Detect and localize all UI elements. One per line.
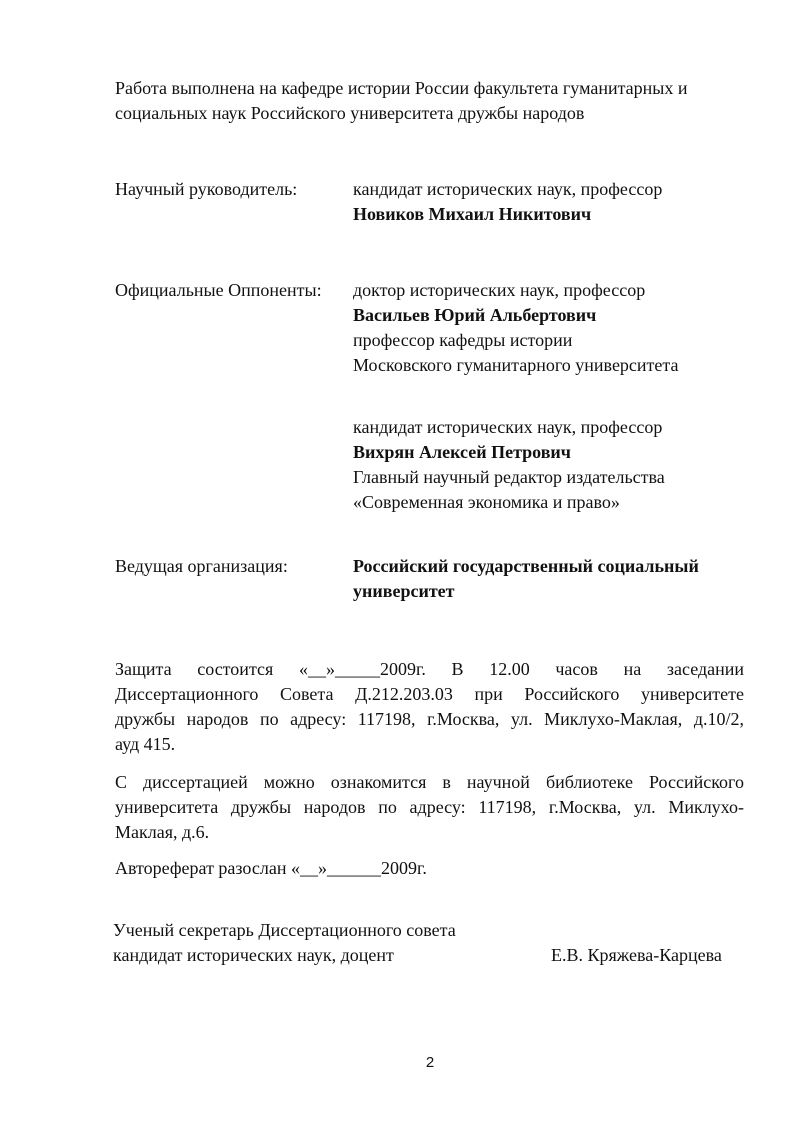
defense-line-3: дружбы народов по адресу: 117198, г.Москва, ул. Миклухо-Маклая, д.10/2, [115, 709, 744, 729]
opponent-2-degree: кандидат исторических наук, профессор [353, 417, 663, 437]
defense-line-1: Защита состоится «__»_____2009г. В 12.00 часов на заседании [115, 659, 744, 679]
opponent-1-name: Васильев Юрий Альбертович [353, 305, 597, 325]
opponent-1-position-1: профессор кафедры истории [353, 330, 573, 350]
supervisor-block [353, 177, 662, 227]
defense-line-2: Диссертационного Совета Д.212.203.03 при Российского университете [115, 684, 744, 704]
library-paragraph [115, 770, 744, 845]
leading-org-name-2: университет [353, 581, 455, 601]
abstract-sent: Автореферат разослан «__»______2009г. [115, 858, 427, 878]
leading-org-name-1: Российский государственный социальный [353, 556, 699, 576]
library-line-2: университета дружбы народов по адресу: 117198, г.Москва, ул. Миклухо- [115, 797, 744, 817]
library-line-3: Маклая, д.6. [115, 822, 210, 842]
opponent-1-position-2: Московского гуманитарного университета [353, 355, 679, 375]
leading-org-block [353, 554, 699, 604]
secretary-name: Е.В. Кряжева-Карцева [551, 945, 722, 965]
opponent-2-block [353, 415, 665, 515]
intro-block [115, 76, 688, 126]
opponents-label: Официальные Оппоненты: [115, 280, 322, 300]
opponent-2-name: Вихрян Алексей Петрович [353, 442, 571, 462]
library-line-1: С диссертацией можно ознакомится в научной библиотеке Российского [115, 772, 744, 792]
opponent-1-degree: доктор исторических наук, профессор [353, 280, 646, 300]
opponent-2-position-2: «Современная экономика и право» [353, 492, 620, 512]
opponent-2-position-1: Главный научный редактор издательства [353, 467, 665, 487]
secretary-line-1: Ученый секретарь Диссертационного совета [113, 920, 456, 940]
intro-line-1: Работа выполнена на кафедре истории России факультета гуманитарных и [115, 78, 688, 98]
intro-line-2: социальных наук Российского университета дружбы народов [115, 103, 585, 123]
opponent-1-block [353, 278, 679, 378]
supervisor-label: Научный руководитель: [115, 179, 298, 199]
supervisor-name: Новиков Михаил Никитович [353, 204, 592, 224]
secretary-line-2: кандидат исторических наук, доцент [113, 945, 394, 965]
defense-paragraph [115, 657, 744, 757]
defense-line-4: ауд 415. [115, 734, 176, 754]
supervisor-degree: кандидат исторических наук, профессор [353, 179, 663, 199]
leading-org-label: Ведущая организация: [115, 556, 288, 576]
page-number: 2 [425, 1054, 435, 1071]
secretary-block [113, 918, 456, 968]
